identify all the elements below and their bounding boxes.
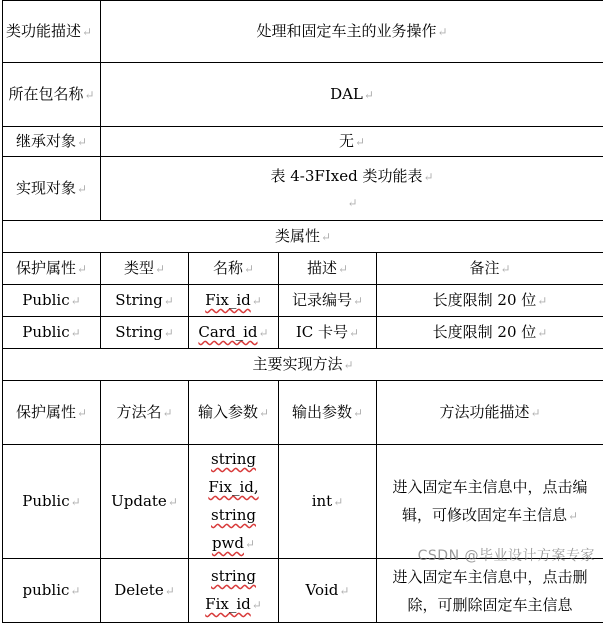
- class-spec-table: [2, 0, 603, 623]
- table-row: [3, 285, 603, 317]
- table-row: [3, 559, 603, 623]
- attr-access-cell: Public↵: [3, 285, 101, 317]
- impl-label: 实现对象↵: [3, 157, 101, 221]
- inherit-label: 继承对象↵: [3, 127, 101, 157]
- attributes-header-row: [3, 253, 603, 285]
- attr-name-cell: Card_id↵: [189, 317, 279, 349]
- method-desc-cell: 进入固定车主信息中，点击删除，可删除固定车主信息: [377, 559, 603, 623]
- class-desc-label: 类功能描述↵: [3, 1, 101, 63]
- methods-header-row: [3, 381, 603, 445]
- method-header-name: 方法名↵: [101, 381, 189, 445]
- class-desc-value: 处理和固定车主的业务操作↵: [101, 1, 603, 63]
- attr-header-access: 保护属性↵: [3, 253, 101, 285]
- method-name-cell: Delete↵: [101, 559, 189, 623]
- attributes-section-title: 类属性↵: [3, 221, 603, 253]
- method-access-cell: public↵: [3, 559, 101, 623]
- inherit-value: 无↵: [101, 127, 603, 157]
- method-header-access: 保护属性↵: [3, 381, 101, 445]
- impl-value: 表 4-3FIxed 类功能表↵ ↵: [101, 157, 603, 221]
- attr-header-desc: 描述↵: [279, 253, 377, 285]
- method-input-cell: string Fix_id↵: [189, 559, 279, 623]
- attr-type-cell: String↵: [101, 285, 189, 317]
- attributes-section-row: [3, 221, 603, 253]
- attr-type-cell: String↵: [101, 317, 189, 349]
- impl-row: [3, 157, 603, 221]
- method-desc-cell: 进入固定车主信息中，点击编辑，可修改固定车主信息↵: [377, 445, 603, 559]
- attr-header-type: 类型↵: [101, 253, 189, 285]
- method-name-cell: Update↵: [101, 445, 189, 559]
- package-row: [3, 63, 603, 127]
- csdn-watermark: CSDN @毕业设计方案专家: [418, 545, 595, 565]
- method-header-output: 输出参数↵: [279, 381, 377, 445]
- attr-desc-cell: 记录编号↵: [279, 285, 377, 317]
- package-label: 所在包名称↵: [3, 63, 101, 127]
- attr-header-name: 名称↵: [189, 253, 279, 285]
- attr-note-cell: 长度限制 20 位↵: [377, 317, 603, 349]
- attr-desc-cell: IC 卡号↵: [279, 317, 377, 349]
- class-desc-row: [3, 1, 603, 63]
- method-access-cell: Public↵: [3, 445, 101, 559]
- attr-header-note: 备注↵: [377, 253, 603, 285]
- table-row: [3, 445, 603, 559]
- attr-access-cell: Public↵: [3, 317, 101, 349]
- method-header-input: 输入参数↵: [189, 381, 279, 445]
- method-input-cell: string Fix_id, string pwd↵: [189, 445, 279, 559]
- methods-section-title: 主要实现方法↵: [3, 349, 603, 381]
- attr-note-cell: 长度限制 20 位↵: [377, 285, 603, 317]
- methods-section-row: [3, 349, 603, 381]
- method-output-cell: Void↵: [279, 559, 377, 623]
- method-header-desc: 方法功能描述↵: [377, 381, 603, 445]
- table-row: [3, 317, 603, 349]
- attr-name-cell: Fix_id↵: [189, 285, 279, 317]
- method-output-cell: int↵: [279, 445, 377, 559]
- inherit-row: [3, 127, 603, 157]
- package-value: DAL↵: [101, 63, 603, 127]
